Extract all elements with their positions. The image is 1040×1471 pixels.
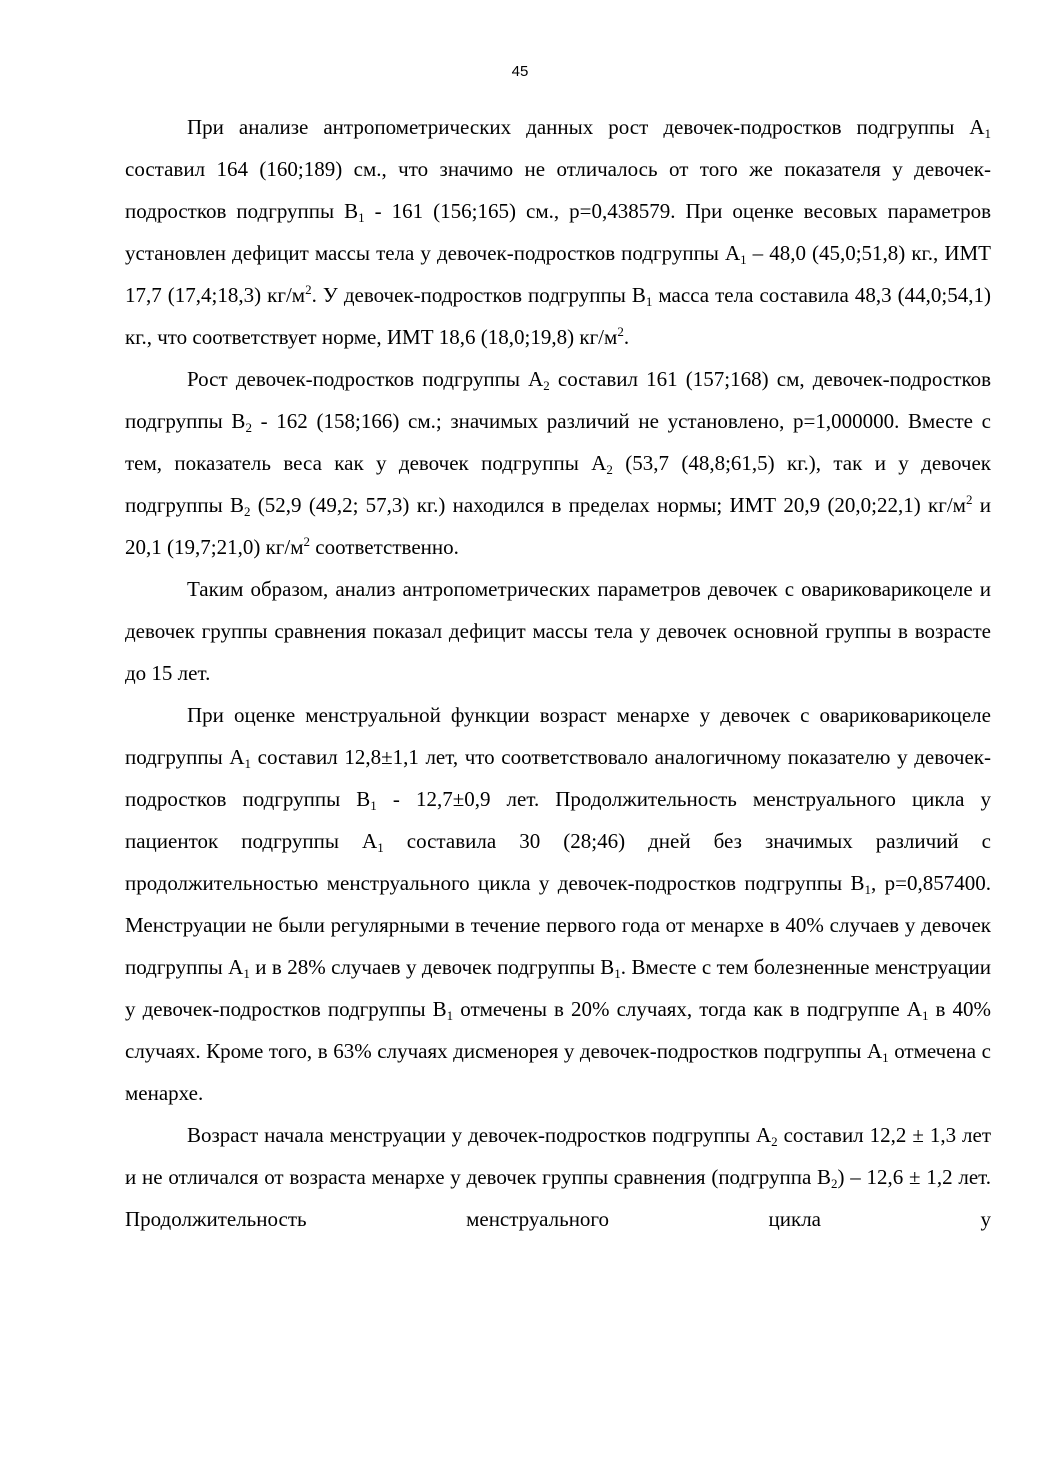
subscript-index: 2 bbox=[245, 420, 252, 435]
subscript-index: 1 bbox=[740, 252, 747, 267]
subscript-index: 1 bbox=[377, 840, 384, 855]
text-run: масса тела составила 48,3 (44,0;54,1) кг., что соответствует норме, ИМТ 18,6 (18,0;19,8) кг/м bbox=[125, 283, 991, 349]
page-number: 45 bbox=[511, 63, 529, 80]
paragraph-menstrual-function-subgroup-1 bbox=[125, 694, 991, 1114]
subscript-index: 2 bbox=[244, 504, 251, 519]
paragraph-menstrual-function-subgroup-2 bbox=[125, 1114, 991, 1240]
text-run: - 161 (156;165) см., р=0,438579. При оценке весовых параметров установлен дефицит массы тела у девочек-подростков подгруппы А bbox=[125, 199, 991, 265]
subscript-index: 1 bbox=[864, 882, 872, 897]
text-run: . bbox=[623, 325, 630, 349]
subscript-index: 1 bbox=[921, 1008, 929, 1023]
text-run: в 40% случаях. Кроме того, в 63% случаях дисменорея у девочек-подростков подгруппы А bbox=[125, 997, 991, 1063]
text-run: . Вместе с тем болезненные менструации у девочек-подростков подгруппы В bbox=[125, 955, 991, 1021]
text-run: составил 164 (160;189) см., что значимо не отличалось от того же показателя у девочек-подростков подгруппы В bbox=[125, 157, 991, 223]
text-run: При анализе антропометрических данных рост девочек-подростков подгруппы А bbox=[187, 115, 985, 139]
text-run: ) – 12,6 ± 1,2 лет. Продолжительность менструального цикла у bbox=[125, 1165, 991, 1231]
text-run: (53,7 (48,8;61,5) кг.), так и у девочек подгруппы В bbox=[125, 451, 991, 517]
text-run: Возраст начала менструации у девочек-подростков подгруппы А bbox=[187, 1123, 772, 1147]
subscript-index: 1 bbox=[358, 210, 365, 225]
text-run: (52,9 (49,2; 57,3) кг.) находился в пределах нормы; ИМТ 20,9 (20,0;22,1) кг/м bbox=[250, 493, 966, 517]
text-run: отмечены в 20% случаях, тогда как в подгруппе А bbox=[453, 997, 922, 1021]
text-run: Таким образом, анализ антропометрических параметров девочек с овариковарикоцеле и девочек группы сравнения показал дефицит массы тела у девочек основной группы в возрасте до 15 лет. bbox=[125, 577, 991, 685]
paragraph-anthropometry-subgroup-1 bbox=[125, 106, 991, 358]
text-run: . У девочек-подростков подгруппы В bbox=[311, 283, 646, 307]
text-run: При оценке менструальной функции возраст менархе у девочек с овариковарикоцеле подгруппы А bbox=[125, 703, 991, 769]
subscript-index: 1 bbox=[244, 756, 252, 771]
subscript-index: 2 bbox=[831, 1176, 838, 1191]
text-run: отмечена с менархе. bbox=[125, 1039, 992, 1105]
text-run: составил 12,2 ± 1,3 лет и не отличался от возраста менархе у девочек группы сравнения (подгруппа В bbox=[125, 1123, 991, 1189]
subscript-index: 2 bbox=[771, 1134, 778, 1149]
subscript-index: 2 bbox=[543, 378, 550, 393]
text-run: составила 30 (28;46) дней без значимых различий с продолжительностью менструального цикла у девочек-подростков подгруппы В bbox=[125, 829, 991, 895]
subscript-index: 1 bbox=[984, 126, 991, 141]
subscript-index: 1 bbox=[645, 294, 653, 309]
paragraph-anthropometry-conclusion bbox=[125, 568, 991, 694]
text-run: - 162 (158;166) см.; значимых различий не установлено, р=1,000000. Вместе с тем, показатель веса как у девочек подгруппы А bbox=[125, 409, 992, 475]
subscript-index: 1 bbox=[243, 966, 250, 981]
subscript-index: 1 bbox=[882, 1050, 889, 1065]
text-run: , р=0,857400. Менструации не были регулярными в течение первого года от менархе в 40% случаев у девочек подгруппы А bbox=[125, 871, 992, 979]
document-body bbox=[125, 106, 991, 1240]
superscript-exponent: 2 bbox=[617, 324, 624, 339]
superscript-exponent: 2 bbox=[303, 534, 311, 549]
superscript-exponent: 2 bbox=[965, 492, 973, 507]
subscript-index: 1 bbox=[614, 966, 621, 981]
text-run: составил 12,8±1,1 лет, что соответствовало аналогичному показателю у девочек-подростков подгруппы В bbox=[125, 745, 992, 811]
text-run: Рост девочек-подростков подгруппы А bbox=[187, 367, 544, 391]
paragraph-anthropometry-subgroup-2 bbox=[125, 358, 991, 568]
text-run: и 20,1 (19,7;21,0) кг/м bbox=[125, 493, 991, 559]
superscript-exponent: 2 bbox=[305, 282, 312, 297]
text-run: составил 161 (157;168) см, девочек-подростков подгруппы В bbox=[125, 367, 991, 433]
subscript-index: 2 bbox=[606, 462, 613, 477]
text-run: – 48,0 (45,0;51,8) кг., ИМТ 17,7 (17,4;18,3) кг/м bbox=[125, 241, 991, 307]
text-run: - 12,7±0,9 лет. Продолжительность менструального цикла у пациенток подгруппы А bbox=[125, 787, 991, 853]
subscript-index: 1 bbox=[370, 798, 377, 813]
subscript-index: 1 bbox=[446, 1008, 454, 1023]
text-run: соответственно. bbox=[310, 535, 459, 559]
text-run: и в 28% случаев у девочек подгруппы В bbox=[249, 955, 615, 979]
